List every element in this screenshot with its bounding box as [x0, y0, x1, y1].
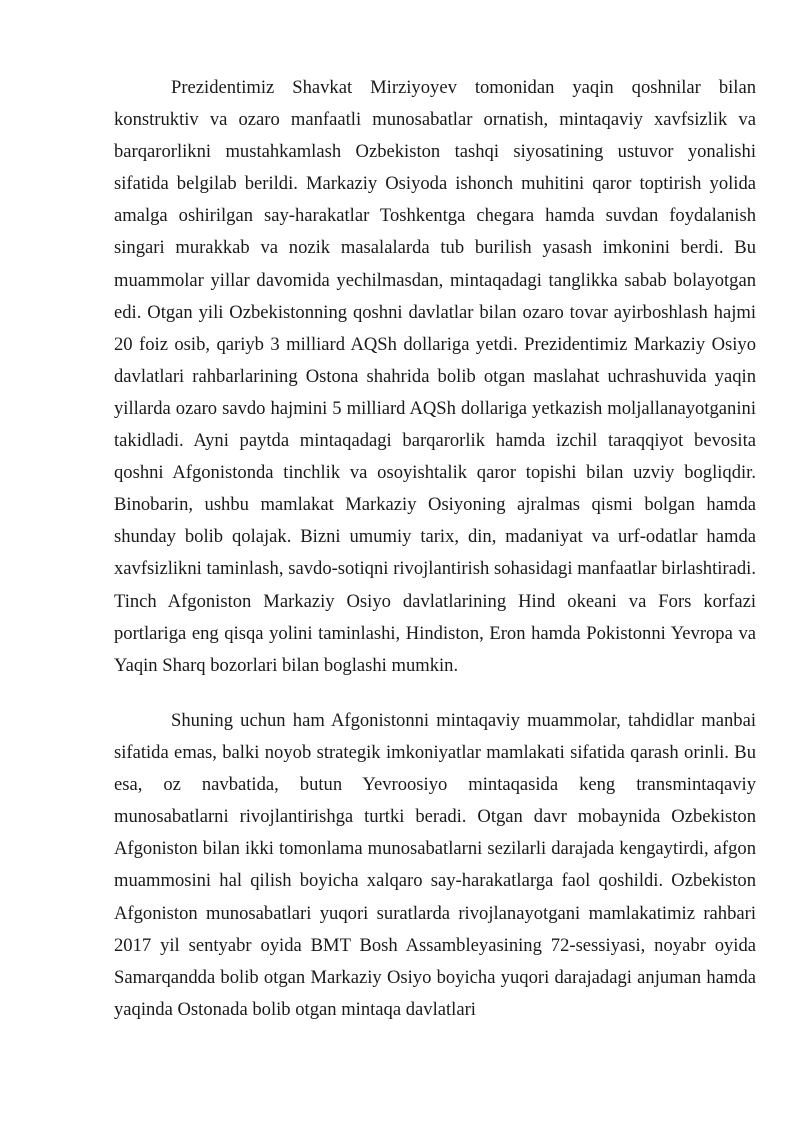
body-text-block-2 — [114, 705, 756, 1026]
paragraph-2: Shuning uchun ham Afgonistonni mintaqaviy muammolar, tahdidlar manbai sifatida emas, balki noyob strategik imkoniyatlar mamlakati sifatida qarash orinli. Bu esa, oz navbatida, butun Yevroosiyo mintaqasida keng transmintaqaviy munosabatlarni rivojlantirishga turtki beradi. Otgan davr mobaynida Ozbekiston Afgoniston bilan ikki tomonlama munosabatlarni sezilarli darajada kengaytirdi, afgon muammosini hal qilish boyicha xalqaro say-harakatlarga faol qoshildi. Ozbekiston Afgoniston munosabatlari yuqori suratlarda rivojlanayotgani mamlakatimiz rahbari 2017 yil sentyabr oyida BMT Bosh Assambleyasining 72-sessiyasi, noyabr oyida Samarqandda bolib otgan Markaziy Osiyo boyicha yuqori darajadagi anjuman hamda yaqinda Ostonada bolib otgan mintaqa davlatlari — [114, 710, 756, 1020]
paragraph-1: Prezidentimiz Shavkat Mirziyoyev tomonidan yaqin qoshnilar bilan konstruktiv va ozaro manfaatli munosabatlar ornatish, mintaqaviy xavfsizlik va barqarorlikni mustahkamlash Ozbekiston tashqi siyosatining ustuvor yonalishi sifatida belgilab berildi. Markaziy Osiyoda ishonch muhitini qaror toptirish yolida amalga oshirilgan say-harakatlar Toshkentga chegara hamda suvdan foydalanish singari murakkab va nozik masalalarda tub burilish yasash imkonini berdi. Bu muammolar yillar davomida yechilmasdan, mintaqadagi tanglikka sabab bolayotgan edi. Otgan yili Ozbekistonning qoshni davlatlar bilan ozaro tovar ayirboshlash hajmi 20 foiz osib, qariyb 3 milliard AQSh dollariga yetdi. Prezidentimiz Markaziy Osiyo davlatlari rahbarlarining Ostona shahrida bolib otgan maslahat uchrashuvida yaqin yillarda ozaro savdo hajmini 5 milliard AQSh dollariga yetkazish moljallanayotganini takidladi. Ayni paytda mintaqadagi barqarorlik hamda izchil taraqqiyot bevosita qoshni Afgonistonda tinchlik va osoyishtalik qaror topishi bilan uzviy bogliqdir. Binobarin, ushbu mamlakat Markaziy Osiyoning ajralmas qismi bolgan hamda shunday bolib qolajak. Bizni umumiy tarix, din, madaniyat va urf-odatlar hamda xavfsizlikni taminlash, savdo-sotiqni rivojlantirish sohasidagi manfaatlar birlashtiradi. Tinch Afgoniston Markaziy Osiyo davlatlarining Hind okeani va Fors korfazi portlariga eng qisqa yolini taminlashi, Hindiston, Eron hamda Pokistonni Yevropa va Yaqin Sharq bozorlari bilan boglashi mumkin. — [114, 77, 756, 676]
body-text-block-1 — [114, 72, 756, 682]
